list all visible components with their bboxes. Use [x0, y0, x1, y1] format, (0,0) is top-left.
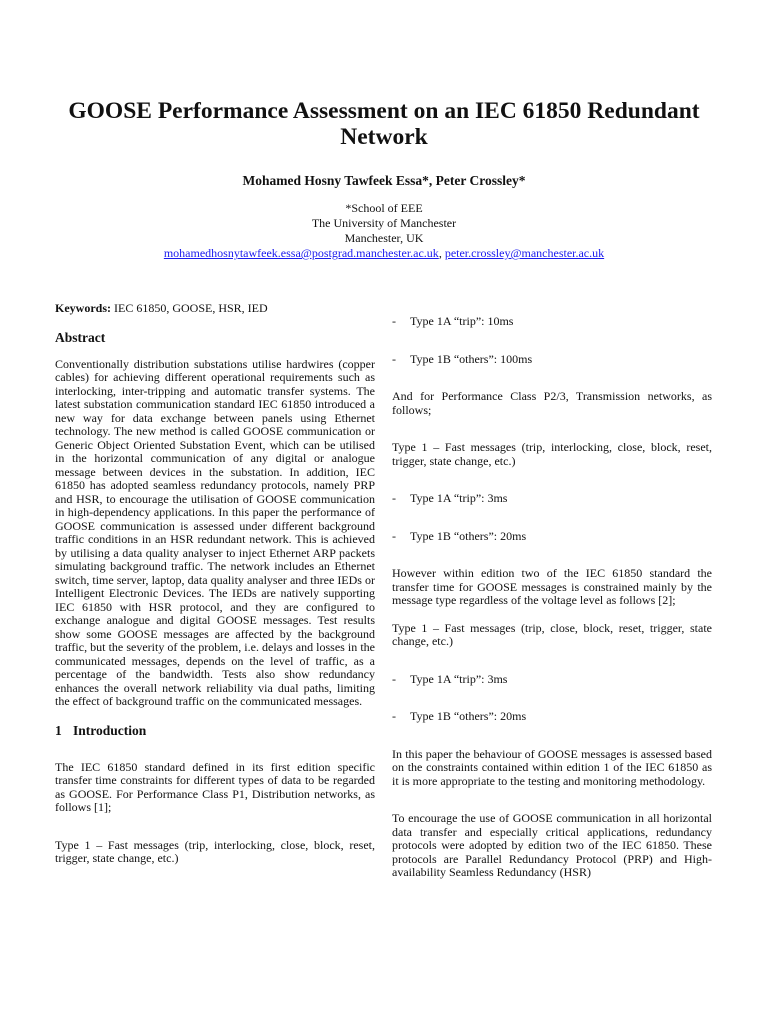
intro-paragraph-1: The IEC 61850 standard defined in its first edition specific transfer time constraints for different types of data to be regarded as GOOSE. For Performance Class P1, Distribution networks, as follows [1]; — [55, 759, 375, 814]
right-paragraph-3: However within edition two of the IEC 61850 standard the transfer time for GOOSE messages is constrained mainly by the message type regardless of the voltage level as follows [2]; — [392, 566, 712, 607]
keywords-text: IEC 61850, GOOSE, HSR, IED — [111, 301, 268, 315]
section-number: 1 — [55, 722, 62, 738]
affiliation-university: The University of Manchester — [311, 216, 457, 230]
bullet-dash: - — [392, 528, 396, 543]
email-separator: , — [438, 246, 445, 260]
right-paragraph-2: Type 1 – Fast messages (trip, interlocking, close, block, reset, trigger, state change, etc.) — [392, 440, 712, 468]
paper-title: GOOSE Performance Assessment on an IEC 61850 Redundant Network — [68, 98, 700, 150]
section-title: Introduction — [73, 722, 147, 738]
right-column — [392, 315, 712, 894]
left-column — [55, 302, 375, 880]
intro-paragraph-2: Type 1 – Fast messages (trip, interlocking, close, block, reset, trigger, state change, etc.) — [55, 837, 375, 865]
bullet-type-1b-p23: - Type 1B “others”: 20ms — [392, 528, 527, 543]
affiliation-emails — [40, 246, 728, 261]
bullet-dash: - — [392, 351, 396, 366]
affiliation-location: Manchester, UK — [344, 231, 424, 245]
introduction-heading — [55, 723, 375, 739]
bullet-type-1b-p1: - Type 1B “others”: 100ms — [392, 351, 533, 366]
bullet-type-1a-p23: - Type 1A “trip”: 3ms — [392, 491, 508, 505]
right-paragraph-5: In this paper the behaviour of GOOSE messages is assessed based on the constraints contained within edition 1 of the IEC 61850 as it is more appropriate to the testing and monitoring methodology. — [392, 746, 712, 788]
affiliation-school: *School of EEE — [345, 201, 423, 215]
right-paragraph-1: And for Performance Class P2/3, Transmission networks, as follows; — [392, 389, 712, 417]
keywords — [55, 302, 375, 316]
abstract-text: Conventionally distribution substations utilise hardwires (copper cables) for achieving different operational requirements such as interlocking, inter-tripping and automatic transfer systems. The latest substation communication standard IEC 61850 introduced a new way for data exchange between panels using Ethernet technology. The new method is called GOOSE communication or Generic Object Oriented Substation Event, which can be utilised in the horizontal communication of any digital or analogue message between devices in the substation. In addition, IEC 61850 has adopted seamless redundancy protocols, namely PRP and HSR, to encourage the utilisation of GOOSE communication in high-dependency applications. In this paper the performance of GOOSE communication is assessed under different background traffic conditions in an HSR redundant network. This is achieved by utilising a data quality analyser to inject Ethernet ARP packets simulating background traffic. The network includes an Ethernet switch, time server, laptop, data quality analyser and three IEDs or Intelligent Electronic Devices. The IEDs are natively supporting IEC 61850 with HSR protocol, and they are configured to exchange analogue and digital GOOSE messages. Test results show some GOOSE messages are affected by the background traffic, but the severity of the problem, i.e. delays and losses in the communicated messages, depends on the level of traffic, as a percentage of the bandwidth. Tests also show redundancy enhances the overall network reliability via dual paths, limiting the effect of background traffic on the communicated messages. — [55, 356, 375, 708]
right-paragraph-6: To encourage the use of GOOSE communication in all horizontal data transfer and especially critical applications, redundancy protocols were adopted by edition two of the IEC 61850. These protocols are Parallel Redundancy Protocol (PRP) and High-availability Seamless Redundancy (HSR) — [392, 811, 712, 879]
email-link-essa[interactable]: mohamedhosnytawfeek.essa@postgrad.manchester.ac.uk — [163, 246, 439, 260]
right-paragraph-4: Type 1 – Fast messages (trip, close, block, reset, trigger, state change, etc.) — [392, 620, 712, 648]
bullet-dash: - — [392, 314, 396, 328]
email-link-crossley[interactable]: peter.crossley@manchester.ac.uk — [444, 246, 605, 260]
paper-authors: Mohamed Hosny Tawfeek Essa*, Peter Crossley* — [242, 173, 526, 188]
bullet-type-1a-p1: - Type 1A “trip”: 10ms — [392, 314, 514, 328]
affiliation — [40, 201, 728, 261]
bullet-type-1a-ed2: - Type 1A “trip”: 3ms — [392, 671, 508, 686]
bullet-dash: - — [392, 491, 396, 505]
abstract-heading: Abstract — [55, 329, 106, 345]
keywords-label: Keywords: — [55, 301, 111, 315]
bullet-type-1b-ed2: - Type 1B “others”: 20ms — [392, 709, 527, 723]
bullet-dash: - — [392, 709, 396, 723]
bullet-dash: - — [392, 671, 396, 686]
